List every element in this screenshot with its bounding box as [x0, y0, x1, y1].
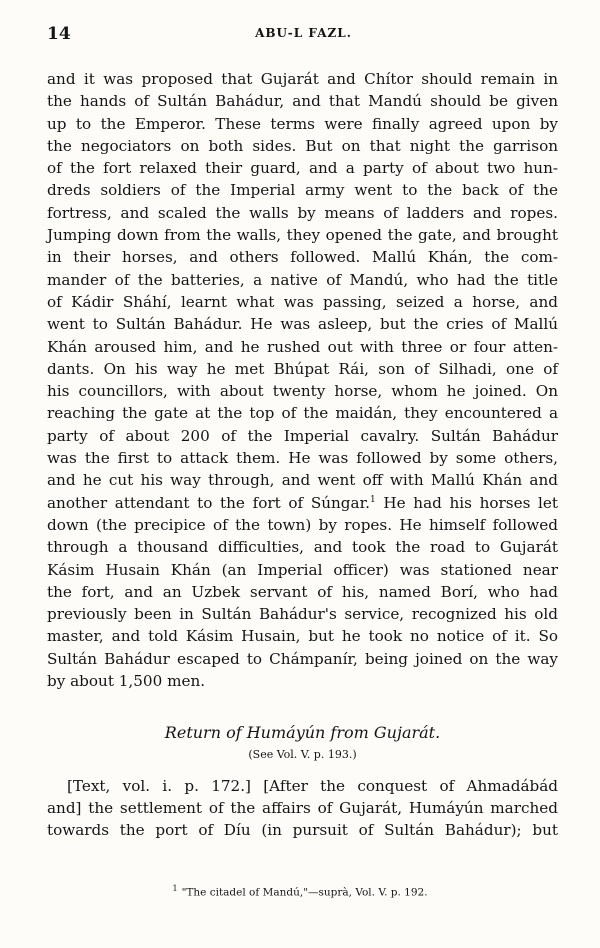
text-segment: He had his horses let: [375, 493, 558, 512]
text-line: dreds soldiers of the Imperial army went to the back of the: [47, 181, 558, 200]
text-line: of Kádir Sháhí, learnt what was passing, seized a horse, and: [47, 292, 558, 311]
page-header: [47, 24, 560, 48]
text-line: of the fort relaxed their guard, and a party of about two hun-: [47, 159, 558, 178]
text-line: the hands of Sultán Bahádur, and that Mandú should be given: [47, 92, 558, 111]
text-line: his councillors, with about twenty horse, whom he joined. On: [47, 382, 558, 401]
text-line: fortress, and scaled the walls by means of ladders and ropes.: [47, 203, 558, 222]
text-line: and he cut his way through, and went off with Mallú Khán and: [47, 471, 558, 490]
section-reference: (See Vol. V. p. 193.): [248, 747, 357, 761]
text-line: up to the Emperor. These terms were finally agreed upon by: [47, 114, 558, 133]
footnote: [0, 884, 600, 899]
text-line: [Text, vol. i. p. 172.] [After the conquest of Ahmadábád: [67, 776, 558, 795]
text-line: the negociators on both sides. But on that night the garrison: [47, 136, 558, 155]
text-line: down (the precipice of the town) by ropes. He himself followed: [47, 515, 558, 534]
text-line: the fort, and an Uzbek servant of his, named Borí, who had: [47, 582, 558, 601]
footnote-reference[interactable]: 1: [369, 494, 376, 505]
text-line: party of about 200 of the Imperial cavalry. Sultán Bahádur: [47, 426, 558, 445]
text-line: dants. On his way he met Bhúpat Rái, son of Silhadi, one of: [47, 359, 558, 378]
text-line: went to Sultán Bahádur. He was asleep, but the cries of Mallú: [47, 315, 558, 334]
body-text: [47, 68, 558, 842]
text-segment: another attendant to the fort of Súngar.: [47, 493, 370, 512]
footnote-text: "The citadel of Mandú,"—suprà, Vol. V. p. 192.: [181, 886, 428, 899]
text-line: Sultán Bahádur escaped to Chámpanír, being joined on the way: [47, 649, 558, 668]
text-line: previously been in Sultán Bahádur's service, recognized his old: [47, 605, 558, 624]
text-line: Kásim Husain Khán (an Imperial officer) was stationed near: [47, 560, 558, 579]
text-line: was the first to attack them. He was followed by some others,: [47, 449, 558, 468]
text-line: by about 1,500 men.: [47, 672, 206, 691]
text-line: in their horses, and others followed. Mallú Khán, the com-: [47, 248, 558, 267]
text-line: reaching the gate at the top of the maidán, they encountered a: [47, 404, 558, 423]
text-line-with-footnote: [47, 492, 558, 514]
text-line: through a thousand difficulties, and took the road to Gujarát: [47, 538, 558, 557]
section-heading: Return of Humáyún from Gujarát.: [164, 723, 441, 743]
text-line: towards the port of Díu (in pursuit of Sultán Bahádur); but: [47, 821, 558, 840]
text-line: mander of the batteries, a native of Mandú, who had the title: [47, 270, 558, 289]
running-title: ABU-L FAZL.: [255, 26, 352, 40]
text-line: and it was proposed that Gujarát and Chítor should remain in: [47, 70, 558, 88]
text-line: master, and told Kásim Husain, but he took no notice of it. So: [47, 627, 558, 646]
page-number: 14: [47, 24, 71, 44]
text-line: Jumping down from the walls, they opened the gate, and brought: [47, 226, 558, 245]
text-line: Khán aroused him, and he rushed out with three or four atten-: [47, 337, 558, 356]
text-line: and] the settlement of the affairs of Gujarát, Humáyún marched: [47, 798, 558, 817]
footnote-number: 1: [172, 884, 178, 893]
